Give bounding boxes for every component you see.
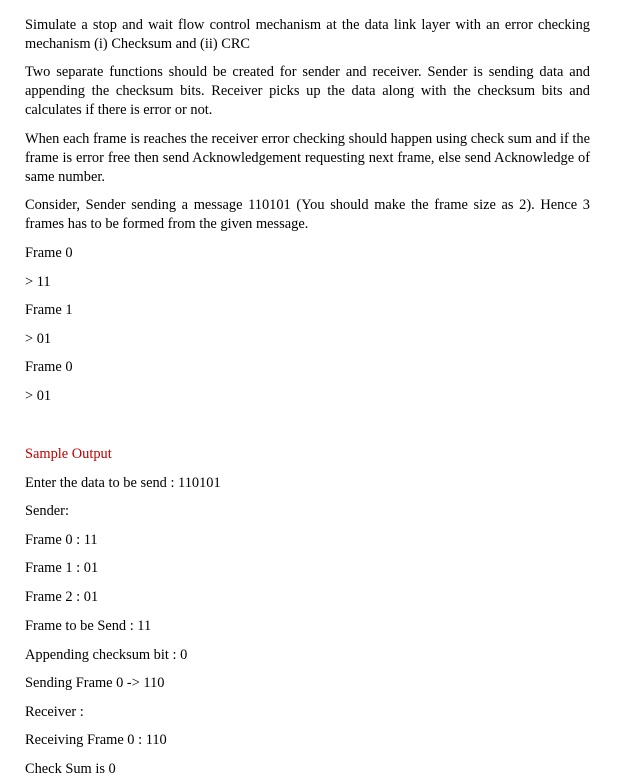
sample-output-line: Frame to be Send : 11 xyxy=(25,618,152,634)
sample-output-line: Enter the data to be send : 110101 xyxy=(25,475,221,491)
frame-value: > 11 xyxy=(25,274,51,290)
sample-output-line: Sending Frame 0 -> 110 xyxy=(25,675,165,691)
sample-output-line: Receiver : xyxy=(25,704,84,720)
frame-value: > 01 xyxy=(25,331,52,347)
sample-output xyxy=(25,445,590,779)
sample-output-line: Appending checksum bit : 0 xyxy=(25,647,188,663)
task-intro-paragraph: Simulate a stop and wait flow control mechanism at the data link layer with an error checking mechanism (i) Checksum and (ii) CRC xyxy=(25,17,590,52)
sample-output-line: Frame 1 : 01 xyxy=(25,560,99,576)
sample-output-line: Frame 2 : 01 xyxy=(25,589,99,605)
frame-label: Frame 0 xyxy=(25,359,73,375)
sample-output-heading: Sample Output xyxy=(25,446,112,462)
task-error-check-paragraph: When each frame is reaches the receiver error checking should happen using check sum and if the frame is error free then send Acknowledgement requesting next frame, else send Acknowledge of same number. xyxy=(25,131,590,185)
document-page xyxy=(25,16,590,779)
task-functions-paragraph: Two separate functions should be created for sender and receiver. Sender is sending data and appending the checksum bits. Receiver picks up the data along with the checksum bits and calculates if there is error or not. xyxy=(25,64,590,118)
sample-output-line: Check Sum is 0 xyxy=(25,761,116,777)
frames-example xyxy=(25,244,590,406)
sample-output-line: Frame 0 : 11 xyxy=(25,532,98,548)
task-consider-paragraph: Consider, Sender sending a message 110101 (You should make the frame size as 2). Hence 3 frames has to be formed from the given message. xyxy=(25,197,590,232)
sample-output-line: Sender: xyxy=(25,503,69,519)
sample-output-line: Receiving Frame 0 : 110 xyxy=(25,732,167,748)
frame-value: > 01 xyxy=(25,388,52,404)
frame-label: Frame 1 xyxy=(25,302,73,318)
frame-label: Frame 0 xyxy=(25,245,73,261)
